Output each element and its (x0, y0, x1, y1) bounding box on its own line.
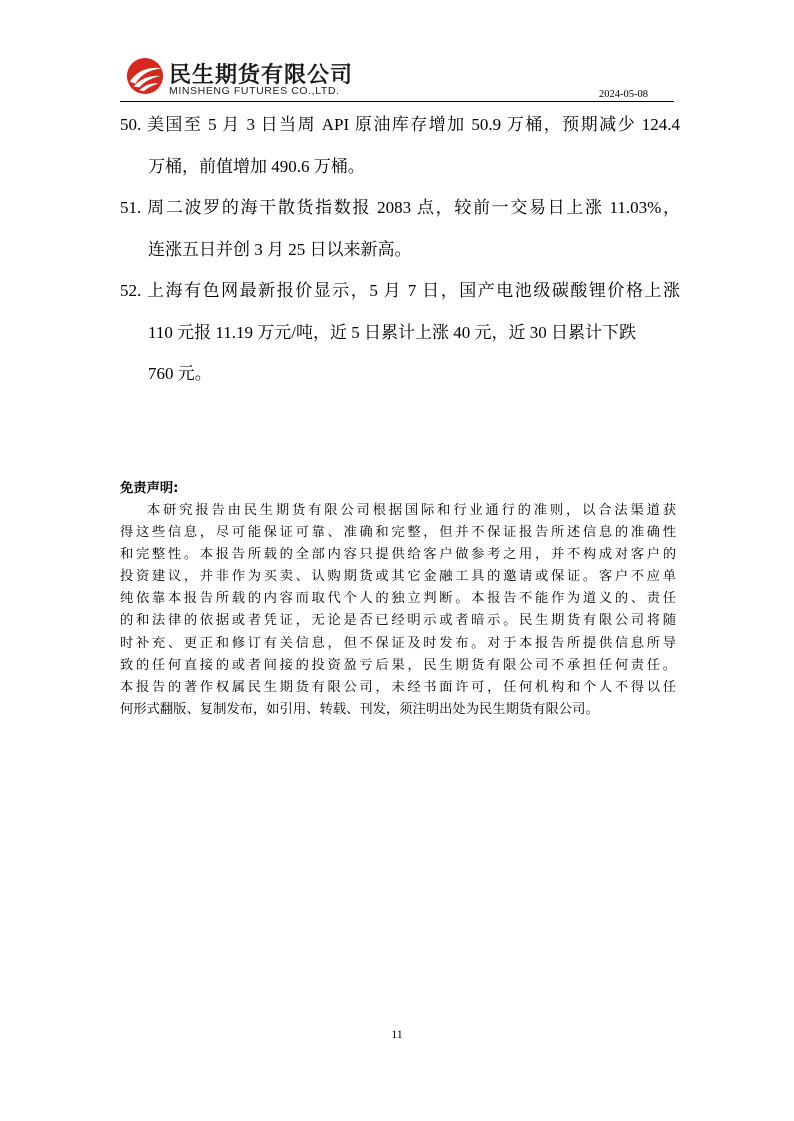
report-date: 2024-05-08 (599, 89, 648, 100)
disclaimer-section (120, 478, 676, 721)
disclaimer-line: 本研究报告由民生期货有限公司根据国际和行业通行的准则，以合法渠道获 (147, 503, 676, 518)
page-header (124, 56, 672, 102)
news-line (120, 187, 680, 229)
company-name-cn: 民生期货有限公司 (169, 63, 354, 88)
disclaimer-line: 时补充、更正和修订有关信息，但不保证及时发布。对于本报告所提供信息所导 (120, 635, 676, 651)
disclaimer-body (120, 500, 676, 721)
disclaimer-line: 本报告的著作权属民生期货有限公司，未经书面许可，任何机构和个人不得以任 (120, 679, 676, 695)
disclaimer-line: 投资建议，并非作为买卖、认购期货或其它金融工具的邀请或保证。客户不应单 (120, 569, 676, 585)
news-line (120, 270, 680, 312)
disclaimer-line: 纯依靠本报告所载的内容而取代个人的独立判断。本报告不能作为道义的、责任 (120, 591, 676, 607)
news-line: 连涨五日并创 3 月 25 日以来新高。 (148, 239, 412, 259)
news-line (120, 104, 680, 146)
page-number: 11 (391, 1027, 403, 1041)
disclaimer-line: 得这些信息，尽可能保证可靠、准确和完整，但并不保证报告所述信息的准确性 (120, 525, 676, 541)
minsheng-logo-icon (126, 57, 164, 95)
disclaimer-line: 何形式翻版、复制发布，如引用、转载、刊发，须注明出处为民生期货有限公司。 (120, 701, 599, 717)
news-text: 上海有色网最新报价显示，5 月 7 日，国产电池级碳酸锂价格上涨 (147, 281, 681, 300)
news-item-50 (120, 104, 680, 187)
news-text: 周二波罗的海干散货指数报 2083 点，较前一交易日上涨 11.03%， (147, 198, 681, 217)
company-name-en: MINSHENG FUTURES CO.,LTD. (169, 85, 340, 97)
news-line: 万桶，前值增加 490.6 万桶。 (148, 156, 365, 176)
news-number: 52. (120, 281, 142, 300)
header-divider (120, 101, 674, 102)
news-item-52 (120, 270, 680, 395)
disclaimer-title: 免责声明: (120, 481, 179, 496)
disclaimer-line: 和完整性。本报告所载的全部内容只提供给客户做参考之用，并不构成对客户的 (120, 547, 676, 563)
news-line: 110 元报 11.19 万元/吨，近 5 日累计上涨 40 元，近 30 日累计下跌 (148, 322, 636, 342)
disclaimer-line: 的和法律的依据或者凭证，无论是否已经明示或者暗示。民生期货有限公司将随 (120, 613, 676, 629)
disclaimer-line: 致的任何直接的或者间接的投资盈亏后果，民生期货有限公司不承担任何责任。 (120, 657, 676, 673)
news-list (120, 104, 680, 395)
news-item-51 (120, 187, 680, 270)
news-number: 50. (120, 115, 142, 134)
news-number: 51. (120, 198, 142, 217)
news-line: 760 元。 (148, 364, 212, 383)
news-text: 美国至 5 月 3 日当周 API 原油库存增加 50.9 万桶，预期减少 124.4 (146, 115, 680, 134)
